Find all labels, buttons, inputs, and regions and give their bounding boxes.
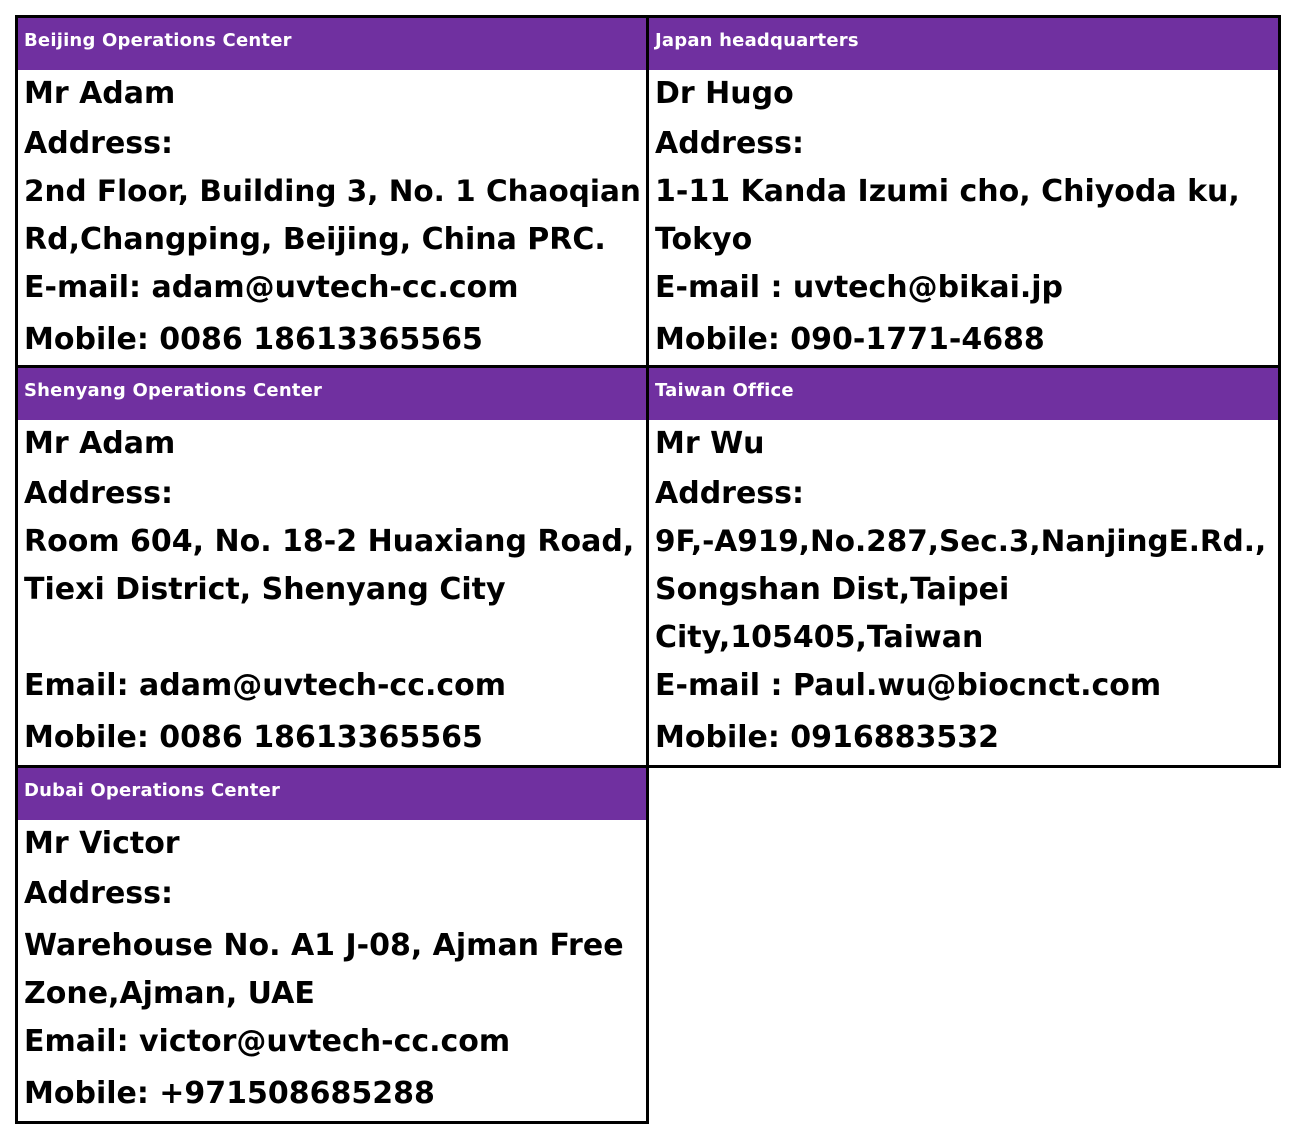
address-line: 1-11 Kanda Izumi cho, Chiyoda ku, (655, 174, 1240, 209)
office-contact: Mr Adam (24, 76, 176, 111)
office-card-japan (646, 15, 1281, 368)
office-mobile: Mobile: 0086 18613365565 (24, 720, 483, 755)
office-title: Japan headquarters (649, 18, 1278, 70)
office-email: E-mail: adam@uvtech-cc.com (24, 270, 519, 305)
address-label: Address: (24, 876, 174, 911)
office-email: Email: victor@uvtech-cc.com (24, 1024, 511, 1059)
office-contact: Dr Hugo (655, 76, 794, 111)
office-card-shenyang (15, 365, 649, 768)
office-card-taiwan (646, 365, 1281, 768)
address-line: Songshan Dist,Taipei (655, 572, 1010, 607)
address-line: City,105405,Taiwan (655, 620, 984, 655)
address-line: Zone,Ajman, UAE (24, 976, 315, 1011)
office-card-dubai (15, 765, 649, 1124)
office-mobile: Mobile: 090-1771-4688 (655, 322, 1045, 357)
office-mobile: Mobile: 0086 18613365565 (24, 322, 483, 357)
office-contact: Mr Victor (24, 826, 180, 861)
address-line: Tiexi District, Shenyang City (24, 572, 506, 607)
address-line: 9F,-A919,No.287,Sec.3,NanjingE.Rd., (655, 524, 1267, 558)
address-line: Warehouse No. A1 J-08, Ajman Free (24, 928, 624, 963)
office-contact: Mr Adam (24, 426, 176, 461)
address-label: Address: (24, 126, 174, 161)
office-contact: Mr Wu (655, 426, 765, 461)
office-mobile: Mobile: +971508685288 (24, 1076, 435, 1111)
address-line: Room 604, No. 18-2 Huaxiang Road, (24, 524, 635, 559)
office-email: Email: adam@uvtech-cc.com (24, 668, 507, 703)
office-title: Taiwan Office (649, 368, 1278, 420)
office-title: Dubai Operations Center (18, 768, 646, 820)
office-mobile: Mobile: 0916883532 (655, 720, 1000, 755)
office-email: E-mail : uvtech@bikai.jp (655, 270, 1064, 305)
office-title: Beijing Operations Center (18, 18, 646, 70)
address-label: Address: (655, 476, 805, 511)
office-card-beijing (15, 15, 649, 368)
address-line: 2nd Floor, Building 3, No. 1 Chaoqian (24, 174, 641, 208)
address-line: Rd,Changping, Beijing, China PRC. (24, 222, 606, 257)
address-label: Address: (24, 476, 174, 511)
office-title: Shenyang Operations Center (18, 368, 646, 420)
address-line: Tokyo (655, 222, 753, 257)
address-label: Address: (655, 126, 805, 161)
office-email: E-mail : Paul.wu@biocnct.com (655, 668, 1162, 703)
